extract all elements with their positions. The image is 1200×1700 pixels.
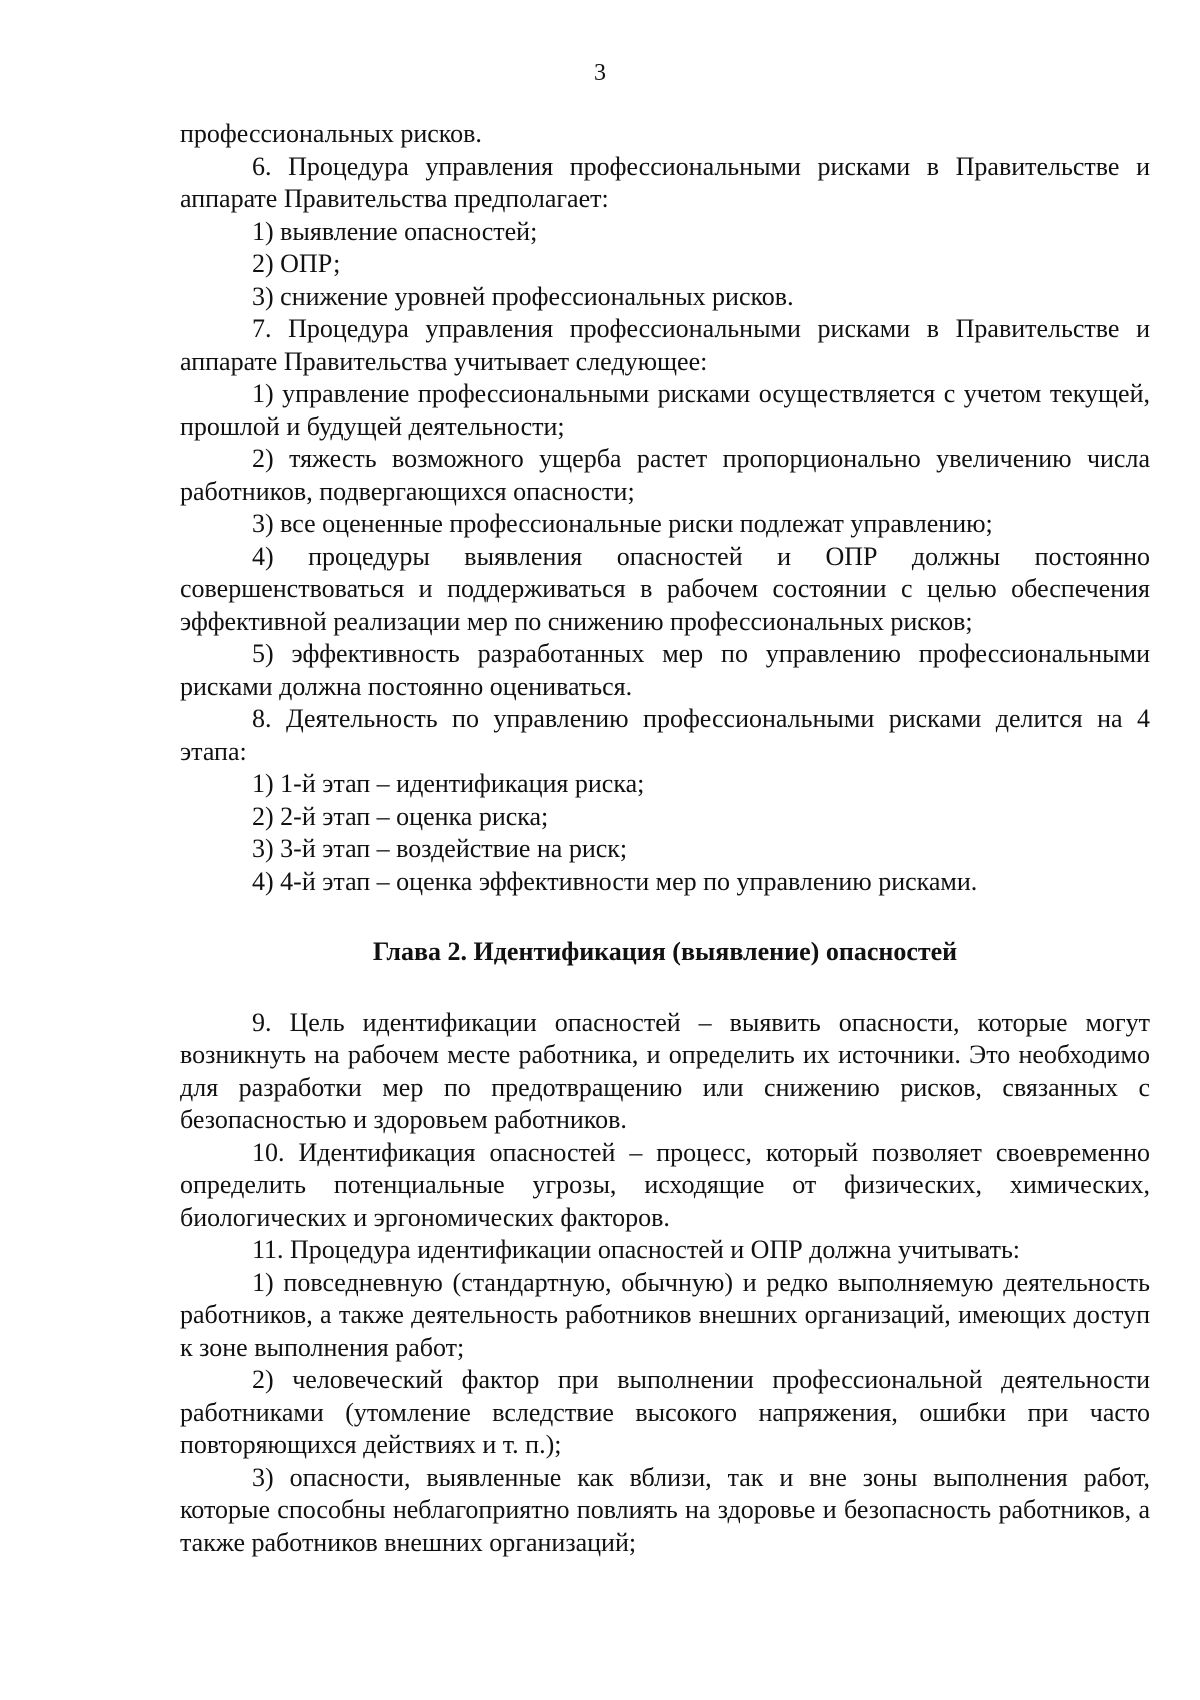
section-6-intro: 6. Процедура управления профессиональными рисками в Правительстве и аппарате Правительства предполагает: [180,151,1150,213]
section-9-text: 9. Цель идентификации опасностей – выявить опасности, которые могут возникнуть на рабочем месте работника, и определить их источники. Это необходимо для разработки мер по предотвращению или снижению рисков, связанных с безопасностью и здоровьем работников. [180,1007,1150,1134]
document-body [180,118,1150,1559]
section-8-intro: 8. Деятельность по управлению профессиональными рисками делится на 4 этапа: [180,704,1150,766]
section-7-item: 4) процедуры выявления опасностей и ОПР должны постоянно совершенствоваться и поддерживаться в рабочем состоянии с целью обеспечения эффективной реализации мер по снижению профессиональных рисков; [180,541,1150,636]
section-7-intro: 7. Процедура управления профессиональными рисками в Правительстве и аппарате Правительства учитывает следующее: [180,314,1150,376]
section-7-item: 2) тяжесть возможного ущерба растет пропорционально увеличению числа работников, подвергающихся опасности; [180,444,1150,506]
section-6-item: 3) снижение уровней профессиональных рисков. [252,281,794,311]
section-11-item: 2) человеческий фактор при выполнении профессиональной деятельности работниками (утомление вследствие высокого напряжения, ошибки при часто повторяющихся действиях и т. п.); [180,1365,1150,1459]
page-number: 3 [594,60,606,86]
section-10-text: 10. Идентификация опасностей – процесс, который позволяет своевременно определить потенциальные угрозы, исходящие от физических, химических, биологических и эргономических факторов. [180,1137,1150,1232]
section-11-item: 1) повседневную (стандартную, обычную) и редко выполняемую деятельность работников, а также деятельность работников внешних организаций, имеющих доступ к зоне выполнения работ; [180,1267,1150,1362]
chapter-heading: Глава 2. Идентификация (выявление) опасностей [372,937,958,966]
section-8-item: 2) 2-й этап – оценка риска; [252,801,549,831]
section-6-item: 2) ОПР; [252,249,341,278]
section-11-item: 3) опасности, выявленные как вблизи, так и вне зоны выполнения работ, которые способны неблагоприятно повлиять на здоровье и безопасность работников, а также работников внешних организаций; [180,1462,1150,1557]
section-7-item: 5) эффективность разработанных мер по управлению профессиональными рисками должна постоянно оцениваться. [180,639,1150,701]
section-8-item: 3) 3-й этап – воздействие на риск; [252,834,628,863]
section-7-item: 3) все оцененные профессиональные риски подлежат управлению; [252,509,993,538]
section-11-intro: 11. Процедура идентификации опасностей и ОПР должна учитывать: [252,1235,1021,1264]
section-6-item: 1) выявление опасностей; [252,216,538,246]
section-7-item: 1) управление профессиональными рисками осуществляется с учетом текущей, прошлой и будущей деятельности; [180,379,1150,441]
continuation-text: профессиональных рисков. [180,119,482,148]
section-8-item: 1) 1-й этап – идентификация риска; [252,769,645,798]
section-8-item: 4) 4-й этап – оценка эффективности мер по управлению рисками. [252,866,978,896]
